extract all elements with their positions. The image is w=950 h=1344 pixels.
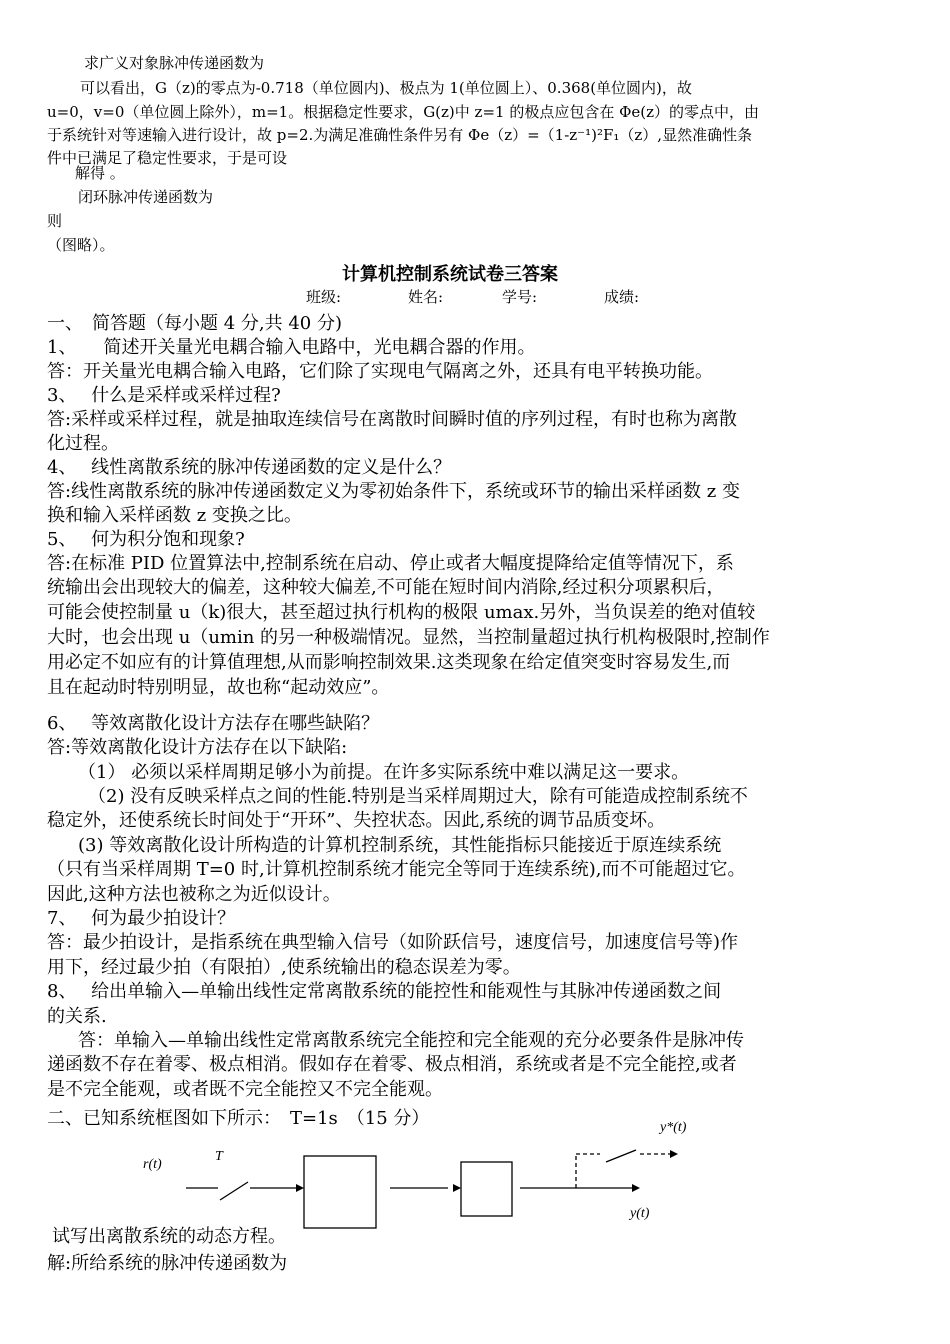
answer-line: 统输出会出现较大的偏差，这种较大偏差,不可能在短时间内消除,经过积分项累积后， bbox=[47, 577, 725, 598]
answer-line: 答：开关量光电耦合输入电路，它们除了实现电气隔离之外，还具有电平转换功能。 bbox=[47, 361, 713, 382]
answer-line: 答:线性离散系统的脉冲传递函数定义为零初始条件下，系统或环节的输出采样函数 z 变 bbox=[47, 481, 740, 502]
exam-title: 计算机控制系统试卷三答案 bbox=[342, 264, 558, 285]
question-line: 1、 简述开关量光电耦合输入电路中，光电耦合器的作用。 bbox=[47, 337, 536, 358]
answer-line: 是不完全能观，或者既不完全能控又不完全能观。 bbox=[47, 1079, 443, 1100]
answer-line: 大时，也会出现 u（umin 的另一种极端情况。显然，当控制量超过执行机构极限时,控制作 bbox=[47, 627, 770, 648]
output-label: y(t) bbox=[630, 1206, 650, 1221]
answer-line: （1） 必须以采样周期足够小为前提。在许多实际系统中难以满足这一要求。 bbox=[78, 762, 690, 783]
question-line: 6、 等效离散化设计方法存在哪些缺陷？ bbox=[47, 713, 380, 734]
text-line: 试写出离散系统的动态方程。 bbox=[52, 1226, 286, 1247]
block-2 bbox=[461, 1162, 512, 1216]
text-line: 解:所给系统的脉冲传递函数为 bbox=[47, 1253, 288, 1274]
question-line: 7、 何为最少拍设计？ bbox=[47, 908, 236, 929]
question-line: 二、已知系统框图如下所示： T=1s （15 分） bbox=[47, 1108, 430, 1129]
question-line: 3、 什么是采样或采样过程? bbox=[47, 385, 281, 406]
answer-line: 且在起动时特别明显，故也称“起动效应”。 bbox=[47, 677, 390, 698]
text-line: 解得 。 bbox=[75, 164, 125, 182]
header-id: 学号: bbox=[502, 288, 538, 306]
answer-line: 答:在标准 PID 位置算法中,控制系统在启动、停止或者大幅度提降给定值等情况下，系 bbox=[47, 553, 734, 574]
arrow-head bbox=[453, 1184, 461, 1192]
header-name: 姓名: bbox=[408, 288, 444, 306]
sampling-period-label: T bbox=[215, 1149, 223, 1164]
block-1 bbox=[304, 1156, 376, 1228]
sampler-switch bbox=[220, 1182, 248, 1200]
answer-line: 稳定外，还使系统长时间处于“开环”、失控状态。因此,系统的调节品质变坏。 bbox=[47, 810, 666, 831]
answer-line: 化过程。 bbox=[47, 433, 119, 454]
answer-line: 换和输入采样函数 z 变换之比。 bbox=[47, 505, 302, 526]
question-line: 5、 何为积分饱和现象? bbox=[47, 529, 245, 550]
text-line: 则 bbox=[47, 212, 63, 230]
header-class: 班级: bbox=[306, 288, 342, 306]
answer-line: （只有当采样周期 T=0 时,计算机控制系统才能完全等同于连续系统),而不可能超过它。 bbox=[47, 859, 746, 880]
answer-line: 可能会使控制量 u（k)很大，甚至超过执行机构的极限 umax.另外，当负误差的绝对值较 bbox=[47, 602, 756, 623]
answer-line: 答：最少拍设计，是指系统在典型输入信号（如阶跃信号，速度信号，加速度信号等)作 bbox=[47, 932, 739, 953]
answer-line: 答:等效离散化设计方法存在以下缺陷: bbox=[47, 737, 348, 758]
answer-line: 用必定不如应有的计算值理想,从而影响控制效果.这类现象在给定值突变时容易发生,而 bbox=[47, 652, 731, 673]
arrow-head bbox=[670, 1150, 678, 1158]
text-line: 求广义对象脉冲传递函数为 bbox=[84, 54, 265, 72]
text-line: 于系统针对等速输入进行设计，故 p=2.为满足准确性条件另有 Φe（z）=（1-z⁻¹)²F₁（z）,显然准确性条 bbox=[47, 126, 753, 144]
answer-line: 因此,这种方法也被称之为近似设计。 bbox=[47, 884, 341, 905]
header-score: 成绩: bbox=[604, 288, 640, 306]
section-title: 一、 简答题（每小题 4 分,共 40 分) bbox=[47, 313, 342, 334]
answer-line: 答：单输入—单输出线性定常离散系统完全能控和完全能观的充分必要条件是脉冲传 bbox=[78, 1030, 744, 1051]
answer-line: 递函数不存在着零、极点相消。假如存在着零、极点相消，系统或者是不完全能控,或者 bbox=[47, 1054, 737, 1075]
question-line: 的关系. bbox=[47, 1006, 107, 1027]
text-line: （图略）。 bbox=[47, 236, 115, 254]
question-line: 8、 给出单输入—单输出线性定常离散系统的能控性和能观性与其脉冲传递函数之间 bbox=[47, 981, 722, 1002]
answer-line: （2) 没有反映采样点之间的性能.特别是当采样周期过大，除有可能造成控制系统不 bbox=[88, 786, 748, 807]
text-line: 件中已满足了稳定性要求，于是可设 bbox=[47, 149, 288, 167]
answer-line: (3) 等效离散化设计所构造的计算机控制系统，其性能指标只能接近于原连续系统 bbox=[78, 835, 722, 856]
arrow-head bbox=[632, 1184, 640, 1192]
sampled-output-label: y*(t) bbox=[660, 1120, 687, 1135]
text-line: 可以看出，G（z)的零点为-0.718（单位圆内)、极点为 1(单位圆上）、0.368(单位圆内)，故 bbox=[80, 79, 692, 97]
input-label: r(t) bbox=[143, 1157, 162, 1172]
arrow-head bbox=[296, 1184, 304, 1192]
answer-line: 用下，经过最少拍（有限拍）,使系统输出的稳态误差为零。 bbox=[47, 957, 521, 978]
answer-line: 答:采样或采样过程，就是抽取连续信号在离散时间瞬时值的序列过程，有时也称为离散 bbox=[47, 409, 738, 430]
question-line: 4、 线性离散系统的脉冲传递函数的定义是什么？ bbox=[47, 457, 452, 478]
text-line: u=0，v=0（单位圆上除外），m=1。根据稳定性要求，G(z)中 z=1 的极点应包含在 Φe(z）的零点中，由 bbox=[47, 103, 760, 121]
text-line: 闭环脉冲传递函数为 bbox=[78, 188, 214, 206]
output-sampler-switch bbox=[606, 1150, 636, 1162]
